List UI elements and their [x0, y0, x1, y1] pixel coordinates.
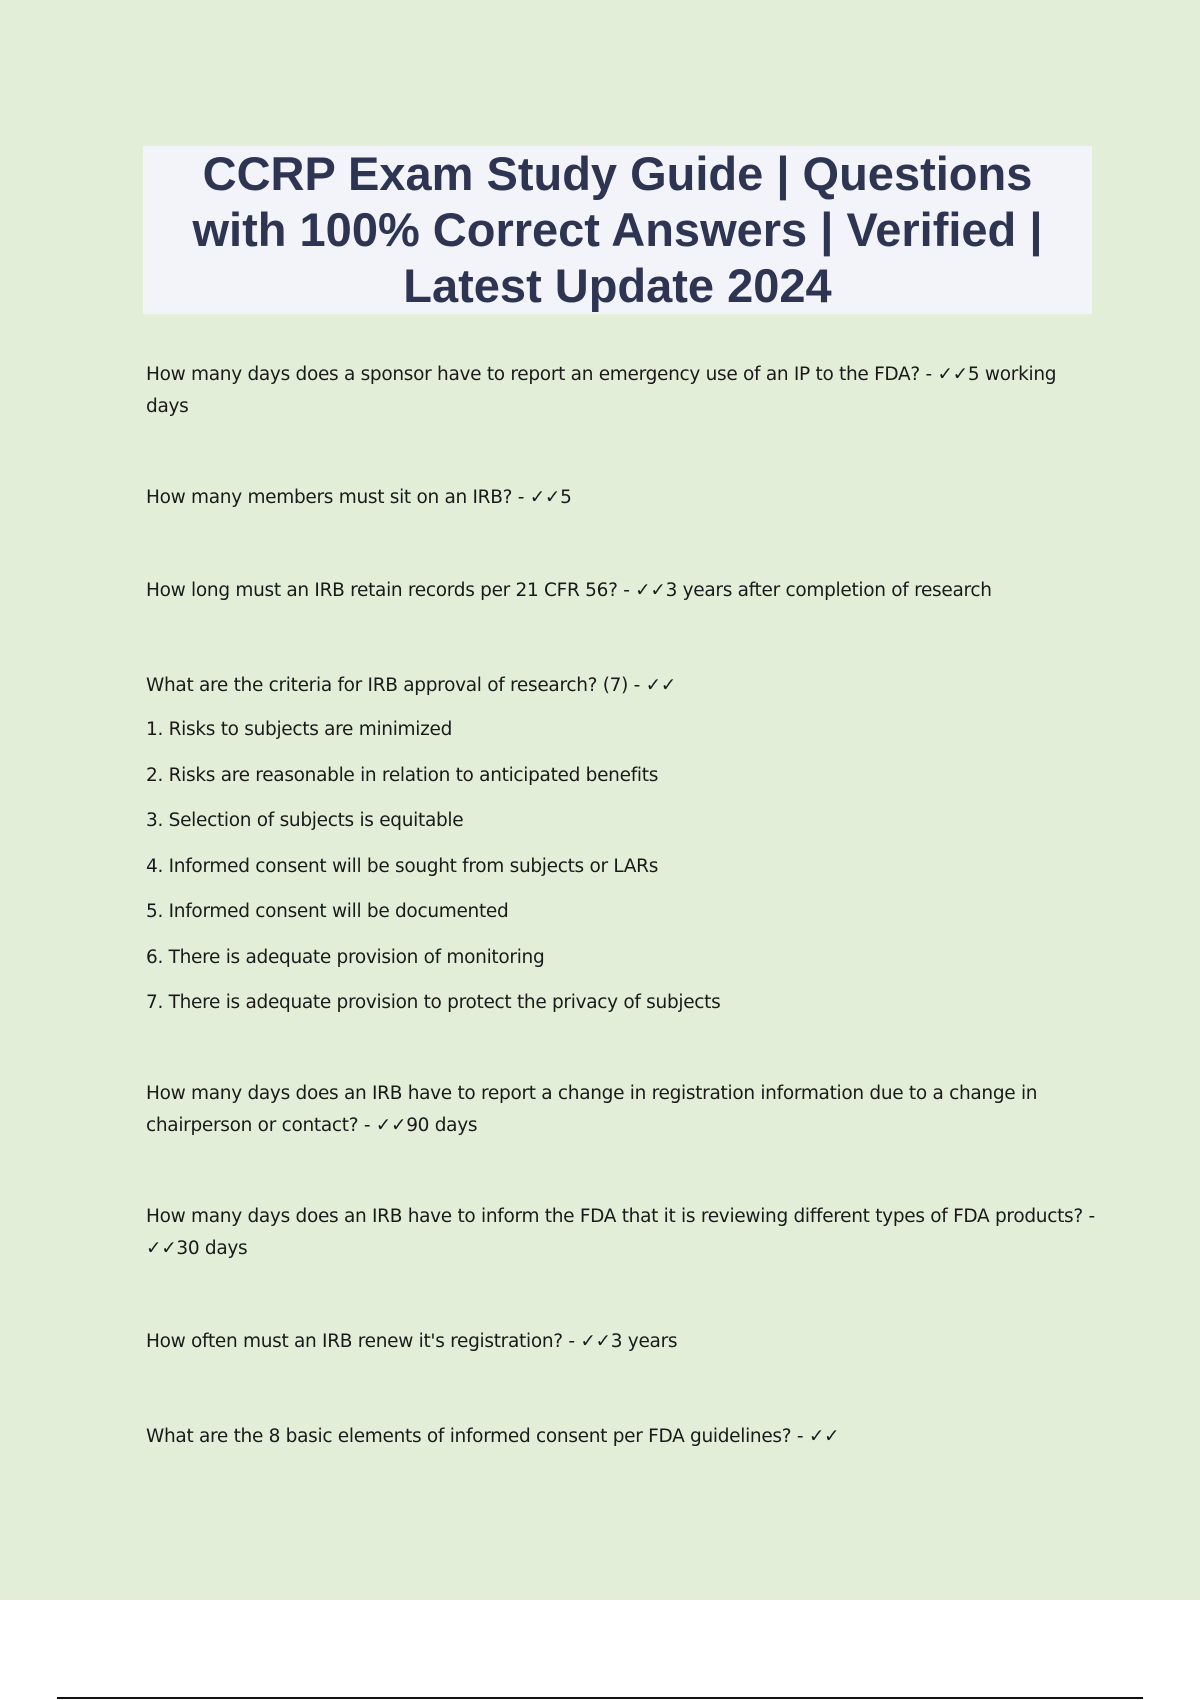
answer-marker: - ✓✓ [791, 1426, 840, 1447]
qa-item [146, 482, 1096, 514]
question-text: How many days does a sponsor have to report an emergency use of an IP to the FDA? [146, 364, 920, 385]
question-text: How many members must sit on an IRB? [146, 487, 513, 508]
answer-text: 5 [560, 487, 572, 508]
list-item: 5. Informed consent will be documented [146, 901, 509, 922]
answer-marker: - ✓✓ [562, 1331, 611, 1352]
answer-text: 90 days [406, 1115, 478, 1136]
list-item: 4. Informed consent will be sought from subjects or LARs [146, 855, 659, 877]
list-item: 2. Risks are reasonable in relation to anticipated benefits [146, 764, 659, 786]
question-text: What are the 8 basic elements of informed consent per FDA guidelines? [146, 1426, 792, 1447]
qa-item [146, 1201, 1096, 1265]
footer-divider [57, 1697, 1143, 1699]
answer-text: 5 working days [146, 364, 1057, 417]
qa-item [146, 1078, 1096, 1142]
answer-marker: - ✓✓ [146, 1206, 1095, 1259]
list-item: 1. Risks to subjects are minimized [146, 719, 453, 740]
answer-text: 30 days [176, 1238, 248, 1259]
question-text: What are the criteria for IRB approval of research? (7) [146, 675, 629, 696]
criteria-list [146, 714, 1046, 1033]
question-text: How often must an IRB renew it's registration? [146, 1331, 563, 1352]
question-text: How many days does an IRB have to report a change in registration information due to a change in chairperson or contact? [146, 1083, 1038, 1136]
answer-marker: - ✓✓ [358, 1115, 407, 1136]
title-banner [143, 146, 1092, 314]
qa-item [146, 359, 1096, 423]
answer-marker: - ✓✓ [919, 364, 968, 385]
qa-item [146, 1326, 1096, 1358]
qa-item [146, 1421, 1096, 1453]
answer-text: 3 years [610, 1331, 678, 1352]
answer-marker: - ✓✓ [617, 580, 666, 601]
list-item: 7. There is adequate provision to protect the privacy of subjects [146, 992, 721, 1013]
answer-marker: - ✓✓ [628, 675, 676, 696]
qa-item [146, 575, 1096, 607]
page-title: CCRP Exam Study Guide | Questions with 100% Correct Answers | Verified | Latest Update 2024 [192, 147, 1043, 312]
answer-marker: - ✓✓ [512, 487, 561, 508]
list-item: 3. Selection of subjects is equitable [146, 810, 464, 831]
list-item: 6. There is adequate provision of monitoring [146, 946, 545, 968]
answer-text: 3 years after completion of research [665, 580, 992, 601]
question-text: How long must an IRB retain records per 21 CFR 56? [146, 580, 618, 601]
qa-item [146, 670, 1096, 702]
question-text: How many days does an IRB have to inform the FDA that it is reviewing different types of FDA products? [146, 1206, 1083, 1227]
